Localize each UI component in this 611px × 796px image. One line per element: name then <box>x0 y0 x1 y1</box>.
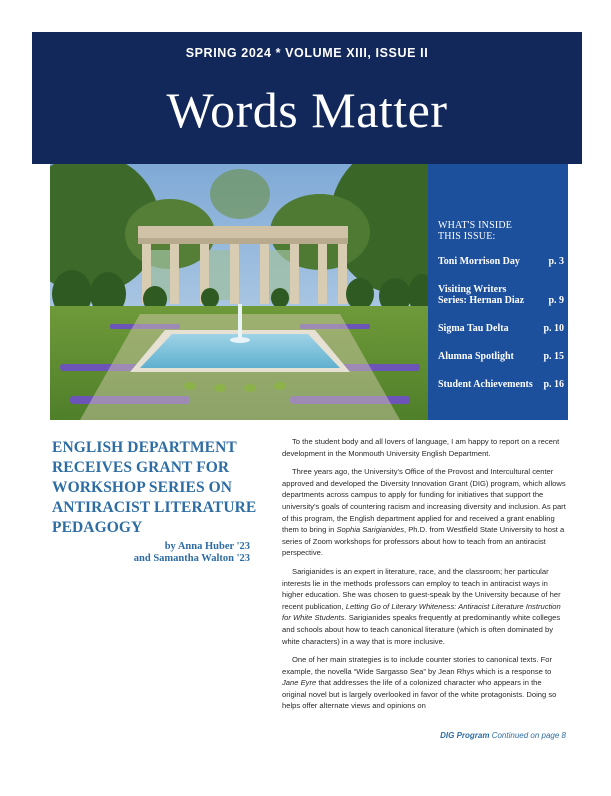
toc-item-toni-morrison[interactable]: Toni Morrison Day p. 3 <box>438 256 564 267</box>
article-paragraph-1: To the student body and all lovers of language, I am happy to report on a recent development in the Monmouth University English Department. <box>282 437 560 458</box>
toc-item-sigma-tau-delta[interactable]: Sigma Tau Delta p. 10 <box>438 323 564 334</box>
toc-item-visiting-writers[interactable]: Visiting Writers Series: Hernan Diaz p. 9 <box>438 284 564 306</box>
issue-line: SPRING 2024 * VOLUME XIII, ISSUE II <box>185 46 429 60</box>
article-headline: ENGLISH DEPARTMENT RECEIVES GRANT FOR WORKSHOP SERIES ON ANTIRACIST LITERATURE PEDAGOGY <box>52 439 257 536</box>
whats-inside-panel <box>428 164 568 420</box>
toc-item-student-achievements[interactable]: Student Achievements p. 16 <box>438 379 564 390</box>
photo-illustration <box>50 164 430 420</box>
article-paragraph-2: Three years ago, the University's Office of the Provost and Intercultural center approved and developed the Diversity Innovation Grant (DIG) program, which allows departments across campus to apply for funding for initiatives that support the university's goals of countering racism and increasing diversity and inclusion. As part of this program, the English department applied for and received a grant enabling them to bring in Sophia Sarigianides, Ph.D. from Westfield State University to host a series of Zoom workshops for professors about how to teach from an antiracist perspective. <box>282 467 566 558</box>
toc-item-alumna-spotlight[interactable]: Alumna Spotlight p. 15 <box>438 351 564 362</box>
newsletter-title: Words Matter <box>166 82 448 138</box>
article-body <box>282 436 568 719</box>
masthead <box>32 32 582 164</box>
article-byline: by Anna Huber '23 and Samantha Walton '23 <box>133 541 250 564</box>
garden-fountain-photo <box>50 164 430 420</box>
article-paragraph-3: Sarigianides is an expert in literature, race, and the classroom; her particular interests lie in the methods professors can employ to teach in antiracist ways in higher education. She was chosen to guest-speak by the University because of her recent publication, Letting Go of Literary Whiteness: Antiracist Literature Instruction for White Students. Sarigianides speaks frequently at predominantly white colleges and schools about how to teach canonical literature (which is often dominated by white characters) in a way that is more inclusive. <box>282 566 561 646</box>
whats-inside-heading: WHAT'S INSIDE THIS ISSUE: <box>438 220 513 242</box>
article-paragraph-4: One of her main strategies is to include counter stories to canonical texts. For example, the novella “Wide Sargasso Sea” by Jean Rhys which is a response to Jane Eyre that addresses the life of a colonized character who appears in the original novel but is largely overlooked in favor of the white protagonists. Doing so helps offer alternate views and opinions on <box>282 655 557 711</box>
continued-link[interactable]: DIG Program Continued on page 8 <box>440 731 566 740</box>
